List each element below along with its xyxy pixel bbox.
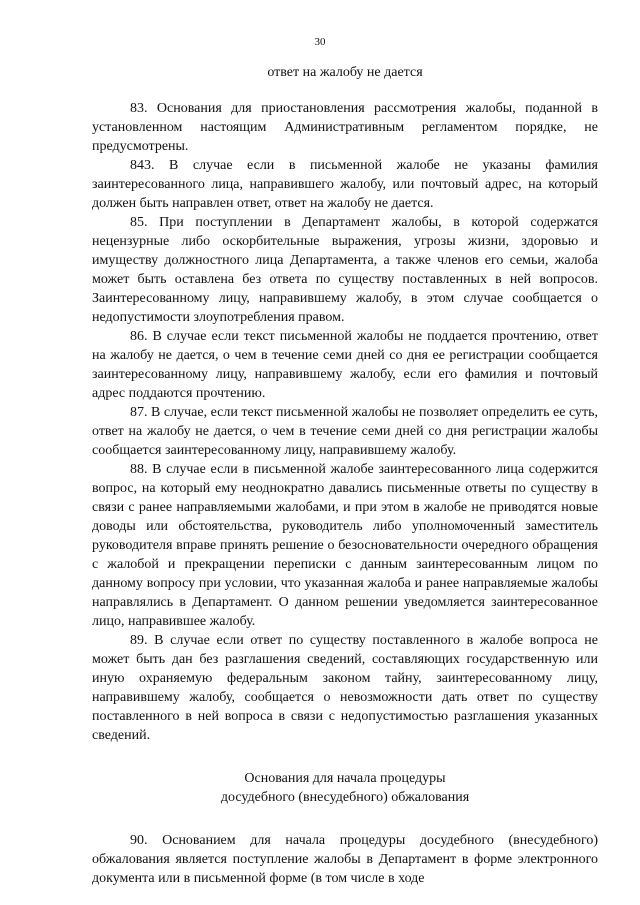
paragraph-88: 88. В случае если в письменной жалобе заинтересованного лица содержится вопрос, на который ему неоднократно давались письменные ответы по существу в связи с ранее направляемыми жалобами, и при этом в жалобе не приводятся новые доводы или обстоятельства, руководитель либо уполномоченный заместитель руководителя вправе принять решение о безосновательности очередного обращения с жалобой и прекращении переписки с данным заинтересованным лицом по данному вопросу при условии, что указанная жалоба и ранее направляемые жалобы направлялись в Департамент. О данном решении уведомляется заинтересованное лицо, направившее жалобу. — [92, 462, 598, 629]
section-heading-line-2: досудебного (внесудебного) обжалования — [220, 790, 470, 805]
spacer — [92, 807, 598, 831]
paragraph-85: 85. При поступлении в Департамент жалобы, в которой содержатся нецензурные либо оскорбительные выражения, угрозы жизни, здоровью и имуществу должностного лица Департамента, а также членов его семьи, жалоба может быть оставлена без ответа по существу поставленных в ней вопросов. Заинтересованному лицу, направившему жалобу, в этом случае сообщается о недопустимости злоупотребления правом. — [92, 215, 598, 325]
spacer — [92, 82, 598, 99]
paragraph-83: 83. Основания для приостановления рассмотрения жалобы, поданной в установленном настоящим Административным регламентом порядке, не предусмотрены. — [92, 101, 598, 154]
continued-sentence-fragment: ответ на жалобу не дается — [267, 65, 423, 80]
section-heading-line-1: Основания для начала процедуры — [244, 771, 446, 786]
paragraph-87: 87. В случае, если текст письменной жалобы не позволяет определить ее суть, ответ на жалобу не дается, о чем в течение семи дней со дня регистрации жалобы сообщается заинтересованному лицу, направившему жалобу. — [92, 405, 598, 458]
document-body — [92, 63, 598, 888]
paragraph-84: 843. В случае если в письменной жалобе не указаны фамилия заинтересованного лица, направившего жалобу, или почтовый адрес, на который должен быть направлен ответ, ответ на жалобу не дается. — [92, 158, 598, 211]
spacer — [92, 745, 598, 769]
paragraph-89: 89. В случае если ответ по существу поставленного в жалобе вопроса не может быть дан без разглашения сведений, составляющих государственную или иную охраняемую федеральным законом тайну, заинтересованному лицу, направившему жалобу, сообщается о невозможности дать ответ по существу поставленного в ней вопроса в связи с недопустимостью разглашения указанных сведений. — [92, 633, 598, 743]
page-number: 30 — [314, 36, 326, 48]
paragraph-86: 86. В случае если текст письменной жалобы не поддается прочтению, ответ на жалобу не дается, о чем в течение семи дней со дня ее регистрации сообщается заинтересованному лицу, направившему жалобу, если его фамилия и почтовый адрес поддаются прочтению. — [92, 329, 598, 401]
paragraph-90: 90. Основанием для начала процедуры досудебного (внесудебного) обжалования является поступление жалобы в Департамент в форме электронного документа или в письменной форме (в том числе в ходе — [92, 833, 598, 886]
